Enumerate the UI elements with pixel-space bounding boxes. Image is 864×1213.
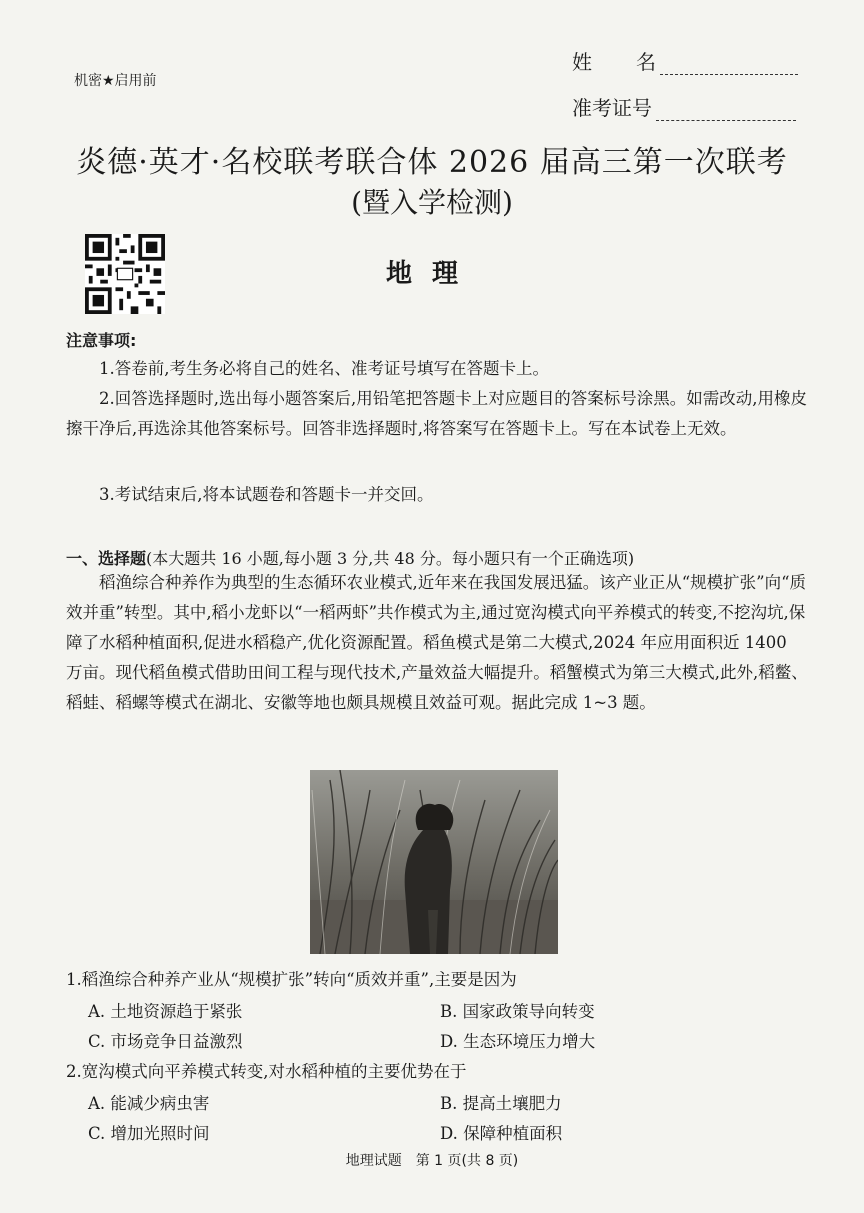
exam-id-blank-line (656, 98, 796, 121)
reading-passage: 稻渔综合种养作为典型的生态循环农业模式,近年来在我国发展迅猛。该产业正从“规模扩张”向“质效并重”转型。其中,稻小龙虾以“一稻两虾”共作模式为主,通过宽沟模式向平养模式的转变,不挖沟坑,保障了水稻种植面积,促进水稻稳产,优化资源配置。稻鱼模式是第二大模式,2024 年应用面积近 1400 万亩。现代稻鱼模式借助田间工程与现代技术,产量效益大幅提升。稻蟹模式为第三大模式,此外,稻鳖、稻蛙、稻螺等模式在湖北、安徽等地也颇具规模且效益可观。据此完成 1~3 题。 (66, 573, 808, 712)
section-header (66, 546, 634, 569)
question-1-option-a: A. 土地资源趋于紧张 (88, 1002, 243, 1021)
name-label-char-1: 姓 (572, 50, 592, 74)
question-2-option-d: D. 保障种植面积 (440, 1124, 563, 1143)
exam-id-field (572, 92, 796, 121)
notice-item-1: 1.答卷前,考生务必将自己的姓名、准考证号填写在答题卡上。 (99, 359, 549, 378)
name-blank-line (660, 52, 798, 75)
question-1-option-d: D. 生态环境压力增大 (440, 1032, 596, 1051)
question-1-option-b: B. 国家政策导向转变 (440, 1002, 595, 1021)
name-field (572, 46, 798, 75)
name-label-char-2: 名 (636, 50, 656, 74)
rice-field-photo (310, 770, 558, 954)
notice-heading: 注意事项: (66, 331, 137, 350)
section-description: (本大题共 16 小题,每小题 3 分,共 48 分。每小题只有一个正确选项) (146, 549, 635, 568)
question-2-stem: 2.宽沟模式向平养模式转变,对水稻种植的主要优势在于 (66, 1062, 467, 1081)
exam-subtitle: (暨入学检测) (351, 186, 513, 219)
subject-title: 地理 (385, 259, 478, 289)
confidential-label: 机密★启用前 (74, 73, 157, 89)
section-title: 一、选择题 (66, 549, 147, 568)
exam-id-label: 准考证号 (572, 96, 652, 120)
question-1-stem: 1.稻渔综合种养产业从“规模扩张”转向“质效并重”,主要是因为 (66, 970, 517, 989)
question-2-option-b: B. 提高土壤肥力 (440, 1094, 562, 1113)
notice-item-3: 3.考试结束后,将本试题卷和答题卡一并交回。 (99, 485, 434, 504)
question-1-option-c: C. 市场竞争日益激烈 (88, 1032, 243, 1051)
notice-item-2: 2.回答选择题时,选出每小题答案后,用铅笔把答题卡上对应题目的答案标号涂黑。如需改动,用橡皮擦干净后,再选涂其他答案标号。回答非选择题时,将答案写在答题卡上。写在本试卷上无效。 (66, 389, 807, 438)
question-2-option-a: A. 能减少病虫害 (88, 1094, 210, 1113)
page-footer: 地理试题 第 1 页(共 8 页) (345, 1153, 519, 1169)
exam-title: 炎德·英才·名校联考联合体 2026 届高三第一次联考 (76, 145, 788, 180)
question-2-option-c: C. 增加光照时间 (88, 1124, 210, 1143)
